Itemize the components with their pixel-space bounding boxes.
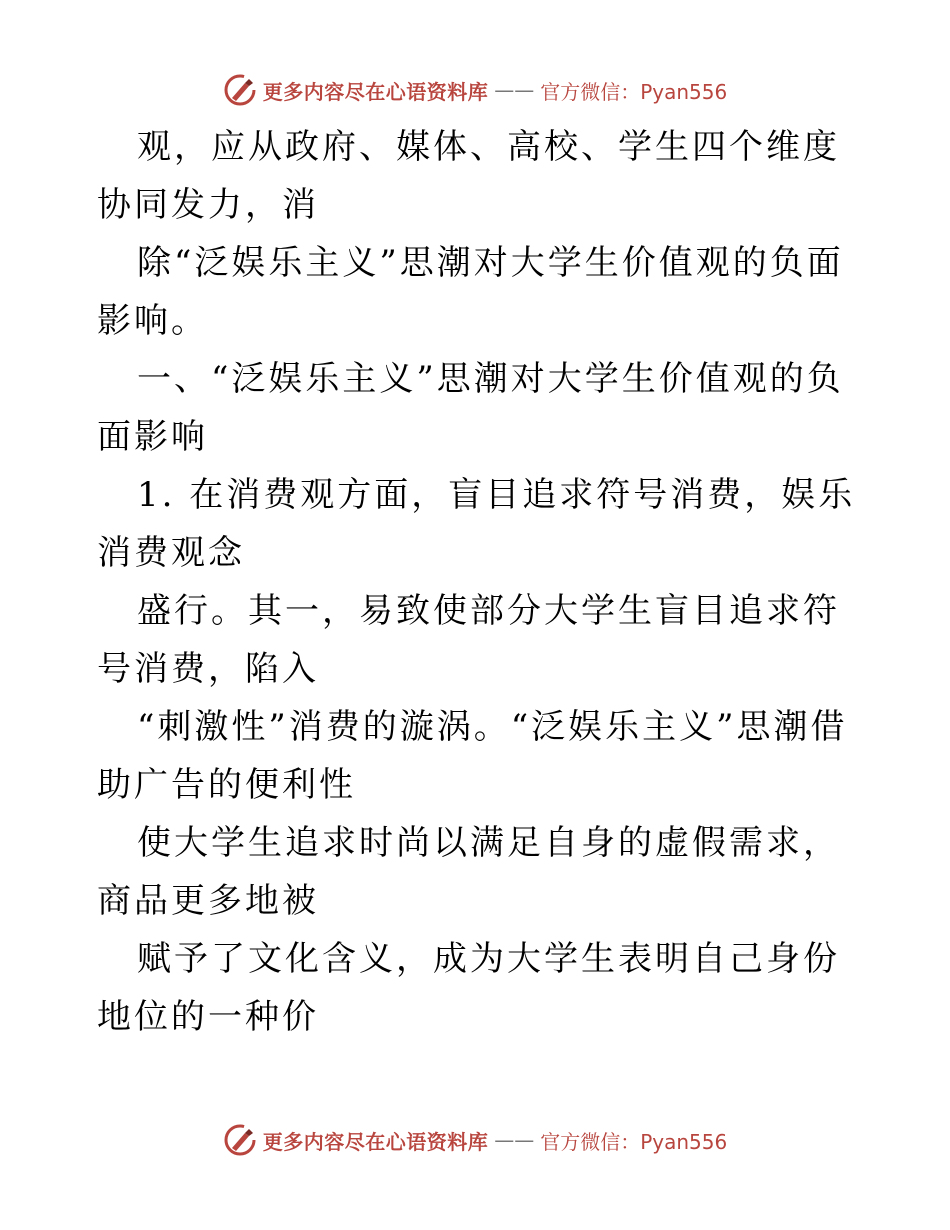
paragraph: 盛行。其一，易致使部分大学生盲目追求符号消费，陷入 [97,591,840,689]
paragraph: 使大学生追求时尚以满足自身的虚假需求，商品更多地被 [97,823,840,921]
banner-wechat: 官方微信：Pyan556 [540,79,728,104]
page-footer [0,1120,950,1160]
banner-title: 更多内容尽在心语资料库 [262,1129,489,1154]
paragraph: 除“泛娱乐主义”思潮对大学生价值观的负面影响。 [97,243,844,341]
subsection-heading: 1. 在消费观方面，盲目追求符号消费，娱乐消费观念 [97,475,856,573]
footer-banner [223,1123,728,1157]
banner-separator: —— [494,78,535,102]
banner-separator: —— [494,1128,535,1152]
banner-title: 更多内容尽在心语资料库 [262,79,489,104]
pen-logo-icon [223,1123,257,1157]
paragraph: 赋予了文化含义，成为大学生表明自己身份地位的一种价 [97,939,840,1037]
section-heading: 一、“泛娱乐主义”思潮对大学生价值观的负面影响 [97,359,844,457]
paragraph: “刺激性”消费的漩涡。“泛娱乐主义”思潮借助广告的便利性 [97,707,848,805]
paragraph: 观，应从政府、媒体、高校、学生四个维度协同发力，消 [97,127,840,225]
document-body [97,118,857,1046]
banner-wechat: 官方微信：Pyan556 [540,1129,728,1154]
pen-logo-icon [223,73,257,107]
page-header [0,70,950,110]
header-banner [223,73,728,107]
